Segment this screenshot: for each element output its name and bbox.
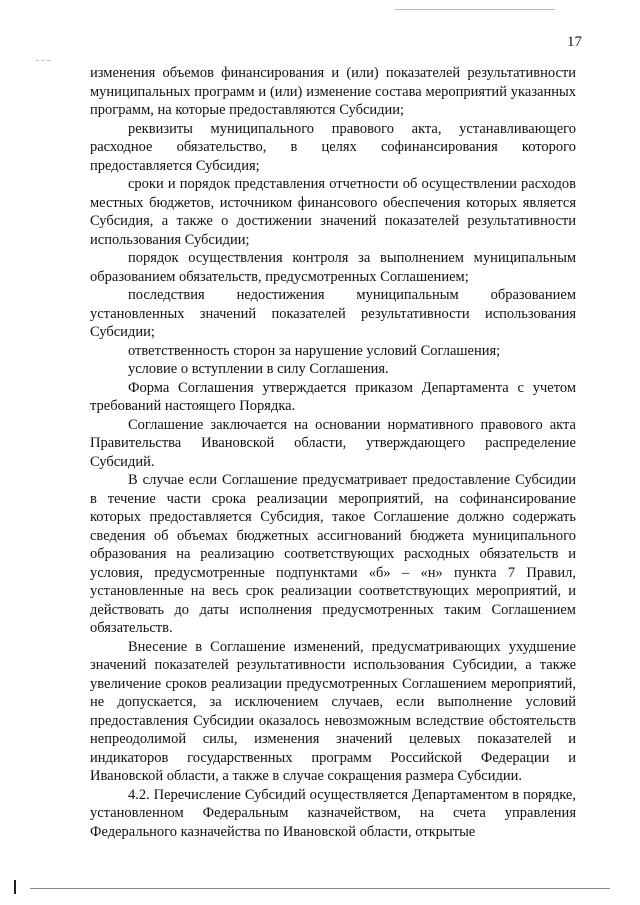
paragraph: условие о вступлении в силу Соглашения. <box>128 361 389 377</box>
paragraph: 4.2. Перечисление Субсидий осуществляется Департаментом в порядке, установленном Федеральным казначейством, на счета управления Федерального казначейства по Ивановской области, открытые <box>90 786 576 840</box>
paragraph: последствия недостижения муниципальным образованием установленных значений показателей результативности использования Субсидии; <box>90 287 576 340</box>
paragraph: порядок осуществления контроля за выполнением муниципальным образованием обязательств, предусмотренных Соглашением; <box>90 250 576 285</box>
left-scan-mark <box>36 60 50 61</box>
paragraph: изменения объемов финансирования и (или) показателей результативности муниципальных программ и (или) изменение состава мероприятий указанных программ, на которые предоставляются Субсидии; <box>90 65 576 118</box>
page-number: 17 <box>567 34 582 50</box>
bottom-scan-line <box>30 888 610 889</box>
paragraph: реквизиты муниципального правового акта, устанавливающего расходное обязательство, в целях софинансирования которого предоставляется Субсидия; <box>90 120 576 174</box>
paragraph: Соглашение заключается на основании нормативного правового акта Правительства Ивановской области, утверждающего распределение Субсидий. <box>90 416 576 470</box>
bottom-scan-tick <box>14 880 16 894</box>
paragraph: сроки и порядок представления отчетности об осуществлении расходов местных бюджетов, источником финансового обеспечения которых является Субсидия, а также о достижении значений показателей результативности использования Субсидии; <box>90 176 576 248</box>
paragraph: Форма Соглашения утверждается приказом Департамента с учетом требований настоящего Порядка. <box>90 379 576 414</box>
paragraph: ответственность сторон за нарушение условий Соглашения; <box>128 342 501 359</box>
top-scan-line <box>395 9 555 10</box>
paragraph: В случае если Соглашение предусматривает предоставление Субсидии в течение части срока реализации мероприятий, на софинансирование которых предоставляется Субсидия, такое Соглашение должно содержать сведения об объемах бюджетных ассигнований бюджета муниципального образования на реализацию соответствующих расходных обязательств и условия, предусмотренные подпунктами «б» – «н» пункта 7 Правил, установленные на весь срок реализации соответствующих мероприятий, и действовать до даты исполнения предусмотренных таким Соглашением обязательств. <box>90 472 576 636</box>
document-body <box>90 64 576 841</box>
paragraph: Внесение в Соглашение изменений, предусматривающих ухудшение значений показателей результативности использования Субсидии, а также увеличение сроков реализации предусмотренных Соглашением мероприятий, не допускается, за исключением случаев, если выполнение условий предоставления Субсидии оказалось невозможным вследствие обстоятельств непреодолимой силы, изменения значений целевых показателей и индикаторов государственных программ Российской Федерации и Ивановской области, а также в случае сокращения размера Субсидии. <box>90 638 576 784</box>
